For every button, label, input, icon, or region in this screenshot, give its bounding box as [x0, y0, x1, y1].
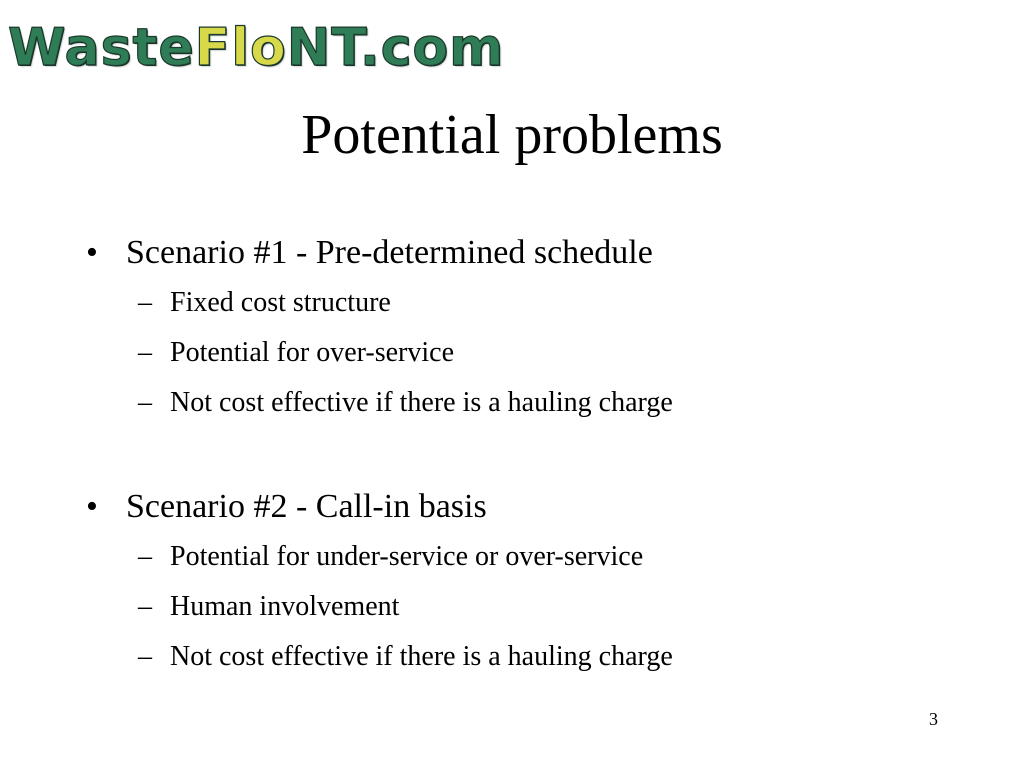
bullet-dot-icon: •: [86, 488, 98, 525]
sub-item-text: Not cost effective if there is a hauling charge: [170, 387, 673, 418]
sub-item: [86, 632, 986, 682]
logo-text-waste: Waste: [8, 18, 195, 78]
sub-item-text: Fixed cost structure: [170, 287, 391, 318]
bullet-dot-icon: •: [86, 234, 98, 271]
dash-icon: –: [138, 641, 152, 672]
bullet-text: Scenario #2 - Call-in basis: [126, 488, 487, 525]
dash-icon: –: [138, 287, 152, 318]
sub-item-text: Potential for under-service or over-service: [170, 541, 644, 572]
bullet-text: Scenario #1 - Pre-determined schedule: [126, 234, 653, 271]
dash-icon: –: [138, 387, 152, 418]
dash-icon: –: [138, 541, 152, 572]
slide-body: [86, 228, 986, 682]
dash-icon: –: [138, 337, 152, 368]
sub-item: [86, 378, 986, 428]
section-spacer: [86, 428, 986, 482]
sub-item: [86, 532, 986, 582]
slide-title: Potential problems: [301, 104, 723, 166]
page-number: 3: [929, 709, 938, 729]
dash-icon: –: [138, 591, 152, 622]
sub-item: [86, 582, 986, 632]
sub-item: [86, 278, 986, 328]
sub-item-text: Not cost effective if there is a hauling charge: [170, 641, 673, 672]
wasteflont-logo: [8, 18, 504, 78]
bullet-scenario-2: [86, 482, 986, 532]
sub-item-text: Potential for over-service: [170, 337, 454, 368]
logo-text-flo: Flo: [194, 18, 287, 78]
logo-text-nt: NT: [286, 18, 360, 78]
bullet-scenario-1: [86, 228, 986, 278]
sub-item: [86, 328, 986, 378]
sub-item-text: Human involvement: [170, 591, 400, 622]
logo-text-dotcom: .com: [359, 18, 505, 78]
